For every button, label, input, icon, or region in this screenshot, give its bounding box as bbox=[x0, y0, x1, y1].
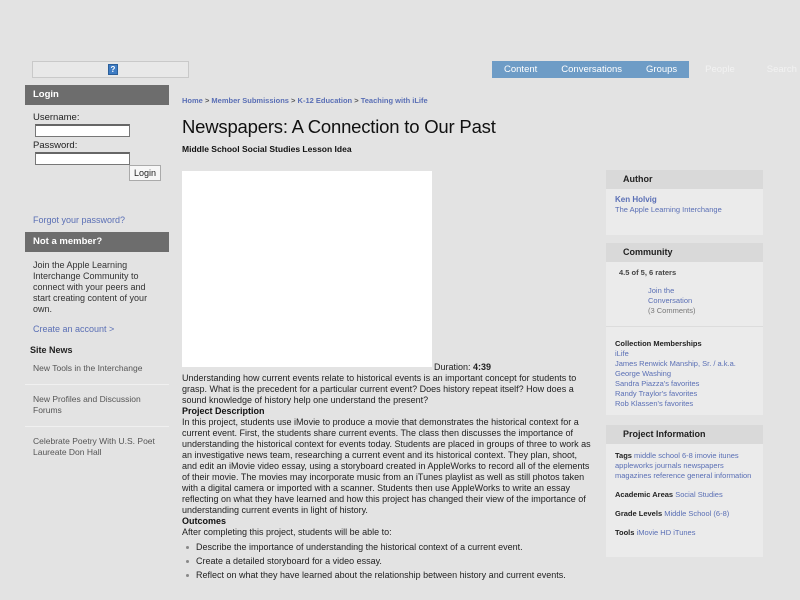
collection-link[interactable]: Randy Traylor's favorites bbox=[615, 389, 698, 398]
tools-link[interactable]: iMovie HD iTunes bbox=[636, 528, 696, 537]
login-form bbox=[25, 105, 169, 225]
password-label: Password: bbox=[33, 140, 78, 151]
author-header: Author bbox=[606, 170, 763, 189]
project-description-heading: Project Description bbox=[182, 406, 265, 416]
search-button[interactable] bbox=[108, 64, 118, 75]
rating-text: 4.5 of 5, 6 raters bbox=[619, 268, 677, 277]
page-title: Newspapers: A Connection to Our Past bbox=[182, 116, 496, 137]
author-name-link[interactable]: Ken Holvig bbox=[615, 195, 657, 204]
news-item[interactable]: New Profiles and Discussion Forums bbox=[25, 394, 169, 427]
collection-link[interactable]: Rob Klassen's favorites bbox=[615, 399, 694, 408]
grade-level-link[interactable]: Middle School (6-8) bbox=[664, 509, 730, 518]
tools-row: Tools iMovie HD iTunes bbox=[615, 528, 696, 537]
password-field[interactable] bbox=[35, 152, 130, 165]
not-member-header: Not a member? bbox=[25, 232, 169, 252]
project-info-header: Project Information bbox=[606, 425, 763, 444]
comments-count: (3 Comments) bbox=[648, 306, 696, 315]
video-duration: Duration: 4:39 bbox=[434, 362, 492, 372]
project-info-panel bbox=[606, 425, 763, 557]
author-org-link[interactable]: The Apple Learning Interchange bbox=[615, 205, 722, 214]
search-icon: ? bbox=[110, 65, 116, 74]
news-item[interactable]: New Tools in the Interchange bbox=[25, 363, 169, 385]
tags-links[interactable]: middle school 6-8 imovie itunes appleworks journals newspapers magazines reference general information bbox=[615, 451, 752, 480]
list-item: Describe the importance of understanding the historical context of a current event. bbox=[182, 540, 592, 554]
community-panel bbox=[606, 243, 763, 415]
grade-levels-row: Grade Levels Middle School (6-8) bbox=[615, 509, 730, 518]
collection-link[interactable]: George Washing bbox=[615, 369, 672, 378]
article-body bbox=[182, 373, 592, 582]
project-description: In this project, students use iMovie to produce a movie that demonstrates the historical context for a current event. First, the students share current events. The class then discusses the importance of understanding the historical context for events today. Students are placed in groups of three to work as an investigative news team, researching a current event and its historical context. They plan, shoot, and edit an iMovie video essay, using a storyboard created in AppleWorks to record all of the elements of their movie. The movies may incorporate music from an iTunes playlist as well as still photos taken with a digital camera or imported with a scanner. Students then use AppleWorks to write an essay reflecting on what they have learned and how this project has changed their view of the importance of understanding current events in light of history. bbox=[182, 417, 591, 515]
page-subtitle: Middle School Social Studies Lesson Idea bbox=[182, 144, 352, 154]
tags-row: Tags middle school 6-8 imovie itunes appleworks journals newspapers magazines reference general information bbox=[615, 451, 752, 480]
site-news-title: Site News bbox=[30, 345, 73, 355]
outcomes-intro: After completing this project, students will be able to: bbox=[182, 527, 392, 537]
username-label: Username: bbox=[33, 112, 80, 123]
list-item: Create a detailed storyboard for a video essay. bbox=[182, 554, 592, 568]
news-item[interactable]: Celebrate Poetry With U.S. Poet Laureate Don Hall bbox=[33, 436, 155, 457]
collection-link[interactable]: James Renwick Manship, Sr. / a.k.a. bbox=[615, 359, 736, 368]
top-navigation bbox=[492, 61, 800, 78]
collection-link[interactable]: iLife bbox=[615, 349, 629, 358]
login-header: Login bbox=[25, 85, 169, 105]
site-news bbox=[25, 345, 169, 477]
tab-groups[interactable]: Groups bbox=[634, 61, 689, 78]
video-player[interactable] bbox=[182, 171, 432, 367]
collection-link[interactable]: Sandra Piazza's favorites bbox=[615, 379, 700, 388]
breadcrumb-k12[interactable]: K-12 Education bbox=[297, 96, 353, 105]
academic-area-link[interactable]: Social Studies bbox=[675, 490, 723, 499]
outcomes-heading: Outcomes bbox=[182, 516, 227, 526]
forgot-password-link[interactable]: Forgot your password? bbox=[33, 215, 126, 225]
collections-title: Collection Memberships bbox=[615, 339, 702, 348]
create-account-link[interactable]: Create an account > bbox=[33, 324, 115, 334]
tab-people[interactable]: People bbox=[705, 64, 735, 75]
community-header: Community bbox=[606, 243, 763, 262]
username-field[interactable] bbox=[35, 124, 130, 137]
search-input[interactable] bbox=[32, 61, 189, 78]
outcomes-list bbox=[182, 540, 592, 582]
left-sidebar bbox=[25, 85, 169, 334]
breadcrumb-member-submissions[interactable]: Member Submissions bbox=[211, 96, 289, 105]
join-conversation-link[interactable]: Join the Conversation bbox=[648, 286, 693, 305]
list-item: Reflect on what they have learned about the relationship between history and current events. bbox=[182, 568, 592, 582]
breadcrumb-home[interactable]: Home bbox=[182, 96, 203, 105]
breadcrumb: Home > Member Submissions > K-12 Education > Teaching with iLife bbox=[182, 96, 428, 105]
tab-conversations[interactable]: Conversations bbox=[549, 61, 634, 78]
collection-memberships bbox=[606, 326, 763, 415]
author-panel bbox=[606, 170, 763, 235]
intro-paragraph: Understanding how current events relate to historical events is an important concept for students to grasp. What is the precedent for a particular current event? Does history repeat itself? How does a sound knowledge of history help one understand the present? bbox=[182, 373, 577, 405]
login-button[interactable]: Login bbox=[129, 165, 161, 181]
tab-search[interactable]: Search bbox=[766, 64, 797, 75]
join-text: Join the Apple Learning Interchange Community to connect with your peers and start creating content of your own. bbox=[33, 260, 148, 314]
academic-areas-row: Academic Areas Social Studies bbox=[615, 490, 723, 499]
tab-content[interactable]: Content bbox=[492, 61, 549, 78]
right-sidebar bbox=[606, 170, 763, 565]
breadcrumb-teaching-ilife[interactable]: Teaching with iLife bbox=[360, 96, 428, 105]
main-content bbox=[182, 96, 592, 580]
